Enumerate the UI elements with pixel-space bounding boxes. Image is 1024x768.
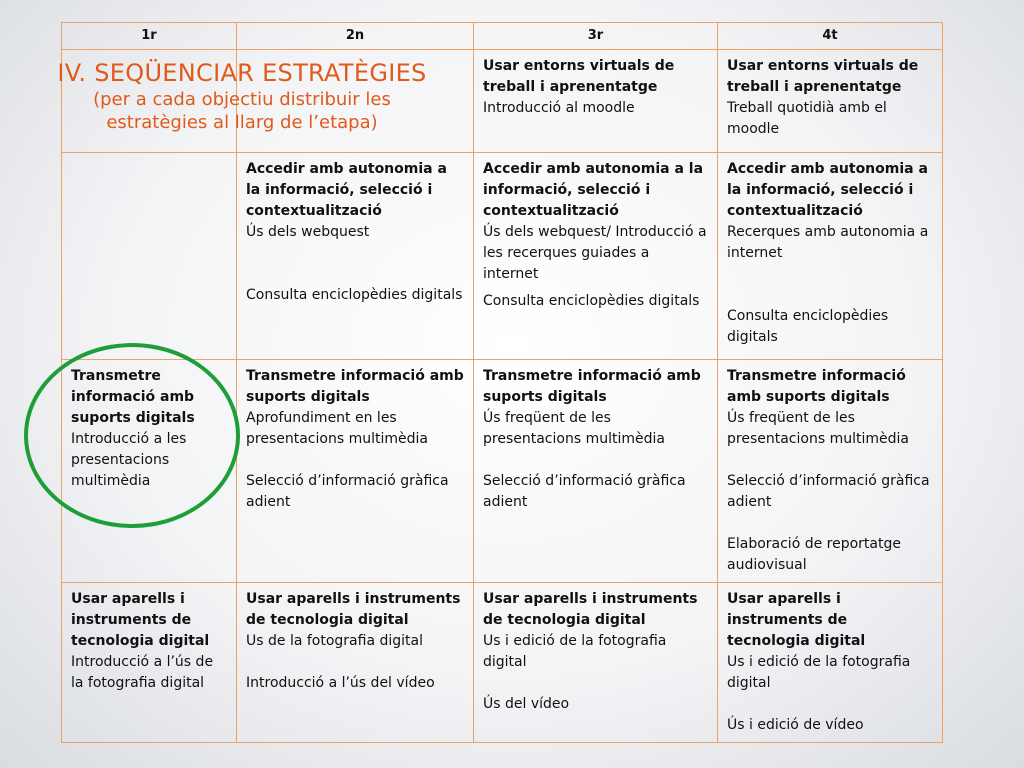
- cell-strategy: Ús freqüent de les presentacions multimèdia: [483, 410, 665, 447]
- table-cell: [62, 360, 237, 583]
- cell-strategy: Introducció al moodle: [483, 100, 635, 116]
- table-row: [62, 583, 943, 743]
- table-cell: [237, 153, 474, 360]
- cell-strategy-extra: Selecció d’informació gràfica adient: [246, 473, 449, 510]
- cell-objective: Usar entorns virtuals de treball i aprenentatge: [727, 58, 919, 95]
- cell-strategy: Ús dels webquest: [246, 224, 370, 240]
- header-cell-4t: 4t: [718, 23, 943, 50]
- cell-strategy-extra: Consulta enciclopèdies digitals: [246, 287, 463, 303]
- header-cell-3r: 3r: [474, 23, 718, 50]
- cell-strategy-extra: Introducció a l’ús del vídeo: [246, 675, 435, 691]
- table-cell: [474, 360, 718, 583]
- cell-strategy-extra: Selecció d’informació gràfica adient: [727, 473, 930, 510]
- cell-strategy-extra: Selecció d’informació gràfica adient: [483, 473, 686, 510]
- cell-objective: Usar aparells i instruments de tecnologia digital: [727, 591, 866, 649]
- cell-strategy-extra: Ús del vídeo: [483, 696, 570, 712]
- table-cell: [718, 583, 943, 743]
- cell-strategy: Introducció a les presentacions multimèdia: [71, 431, 187, 489]
- table-cell: [62, 583, 237, 743]
- cell-strategy: Us i edició de la fotografia digital: [727, 654, 911, 691]
- cell-strategy-extra: Consulta enciclopèdies digitals: [727, 308, 889, 345]
- cell-objective: Usar aparells i instruments de tecnologia digital: [246, 591, 461, 628]
- cell-objective: Usar aparells i instruments de tecnologia digital: [483, 591, 698, 628]
- cell-objective: Transmetre informació amb suports digitals: [727, 368, 906, 405]
- table-cell: [718, 153, 943, 360]
- cell-objective: Transmetre informació amb suports digitals: [71, 368, 195, 426]
- cell-objective: Transmetre informació amb suports digitals: [246, 368, 464, 405]
- header-row: [62, 23, 943, 50]
- header-cell-2n: 2n: [237, 23, 474, 50]
- table-row: [62, 360, 943, 583]
- cell-strategy: Us i edició de la fotografia digital: [483, 633, 667, 670]
- table-cell: [62, 153, 237, 360]
- cell-strategy: Recerques amb autonomia a internet: [727, 224, 929, 261]
- cell-objective: Accedir amb autonomia a la informació, selecció i contextualització: [483, 161, 704, 219]
- cell-objective: Transmetre informació amb suports digitals: [483, 368, 701, 405]
- cell-objective: Usar aparells i instruments de tecnologia digital: [71, 591, 210, 649]
- cell-strategy-extra: Ús i edició de vídeo: [727, 717, 864, 733]
- table-cell: [474, 153, 718, 360]
- slide-title: IV. SEQÜENCIAR ESTRATÈGIES: [57, 59, 427, 87]
- cell-objective: Usar entorns virtuals de treball i aprenentatge: [483, 58, 675, 95]
- cell-objective: Accedir amb autonomia a la informació, selecció i contextualització: [246, 161, 447, 219]
- cell-strategy: Treball quotidià amb el moodle: [727, 100, 887, 137]
- cell-strategy: Ús freqüent de les presentacions multimèdia: [727, 410, 909, 447]
- cell-strategy: Aprofundiment en les presentacions multimèdia: [246, 410, 428, 447]
- cell-strategy-extra-2: Elaboració de reportatge audiovisual: [727, 536, 901, 573]
- cell-objective: Accedir amb autonomia a la informació, selecció i contextualització: [727, 161, 928, 219]
- header-cell-1r: 1r: [62, 23, 237, 50]
- slide-title-block: [14, 58, 470, 134]
- cell-strategy: Ús dels webquest/ Introducció a les recerques guiades a internet: [483, 224, 707, 282]
- table-cell: [237, 360, 474, 583]
- table-cell: [237, 583, 474, 743]
- cell-strategy: Introducció a l’ús de la fotografia digital: [71, 654, 214, 691]
- table-row: [62, 153, 943, 360]
- table-cell: [474, 583, 718, 743]
- cell-strategy-extra: Consulta enciclopèdies digitals: [483, 293, 700, 309]
- slide-subtitle-line-2: estratègies al llarg de l’etapa): [106, 112, 378, 133]
- slide-subtitle-line-1: (per a cada objectiu distribuir les: [93, 89, 391, 110]
- cell-strategy: Us de la fotografia digital: [246, 633, 423, 649]
- table-cell: [474, 50, 718, 153]
- table-cell: [718, 360, 943, 583]
- table-cell: [718, 50, 943, 153]
